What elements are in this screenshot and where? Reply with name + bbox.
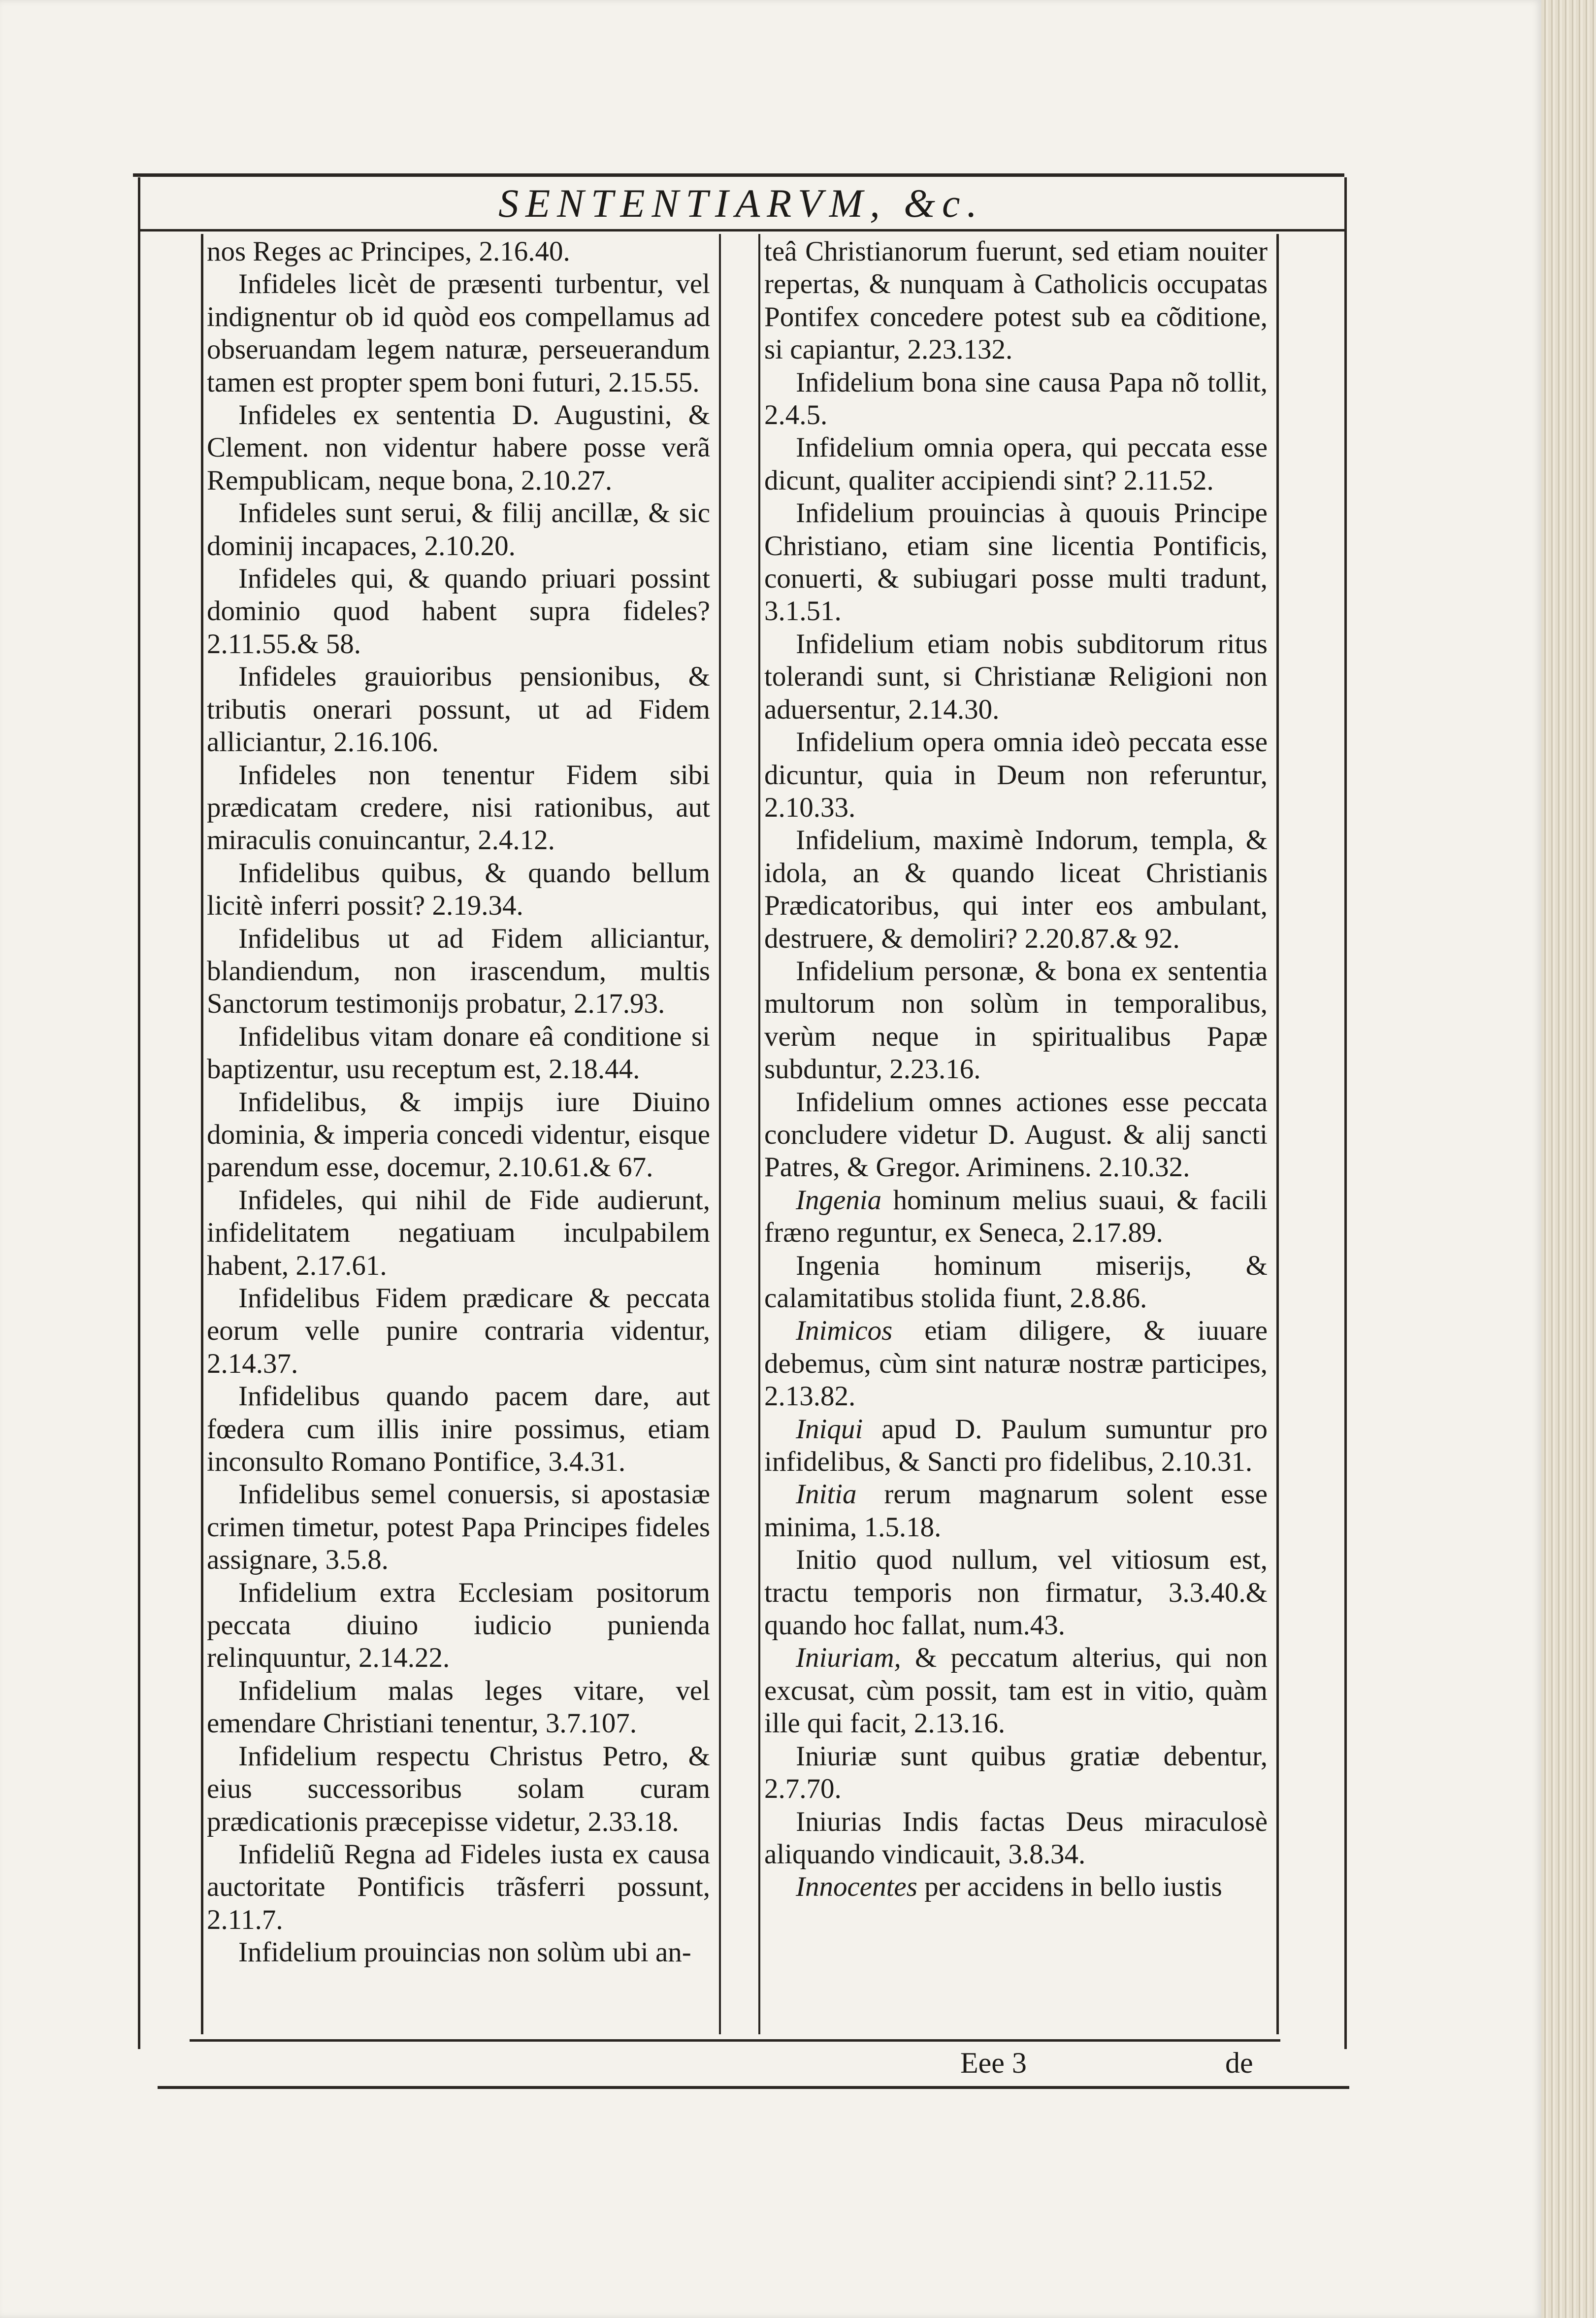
entry-text: Infidelium omnes actiones esse peccata concludere videtur D. August. & alij sancti Patres, & Gregor. Ariminens. 2.10.32. xyxy=(764,1086,1268,1183)
entry-text: Iniurias Indis factas Deus miraculosè aliquando vindicauit, 3.8.34. xyxy=(764,1806,1268,1870)
index-entry xyxy=(207,1675,710,1740)
index-entry xyxy=(207,1184,710,1282)
entry-text: Infidelium, maximè Indorum, templa, & idola, an & quando liceat Christianis Prædicatoribus, qui inter eos ambulant, destruere, & demoliri? 2.20.87.& 92. xyxy=(764,825,1268,954)
index-entry xyxy=(764,1413,1268,1479)
index-entry xyxy=(764,824,1268,955)
running-head: SENTENTIARVM, &c. xyxy=(498,181,984,226)
column-rule-left xyxy=(201,234,203,2034)
index-entry xyxy=(764,1740,1268,1806)
index-entry xyxy=(764,1086,1268,1184)
index-entry xyxy=(207,857,710,923)
entry-text: Iniuriæ sunt quibus gratiæ debentur, 2.7.70. xyxy=(764,1740,1268,1805)
index-entry xyxy=(764,955,1268,1086)
index-entry xyxy=(764,1478,1268,1544)
index-entry xyxy=(207,1021,710,1086)
entry-lead-word: Iniuriam, xyxy=(796,1642,901,1674)
index-entry xyxy=(207,268,710,399)
entry-text: Initio quod nullum, vel vitiosum est, tractu temporis non firmatur, 3.3.40.& quando hoc fallat, num.43. xyxy=(764,1544,1268,1641)
index-entry xyxy=(764,628,1268,726)
index-entry xyxy=(207,759,710,857)
index-entry xyxy=(207,1478,710,1576)
index-entry xyxy=(207,399,710,497)
entry-text: Infidelium personæ, & bona ex sententia multorum non solùm in temporalibus, verùm neque in spiritualibus Papæ subduntur, 2.23.16. xyxy=(764,955,1268,1085)
entry-text: apud D. Paulum sumuntur pro infidelibus, & Sancti pro fidelibus, 2.10.31. xyxy=(764,1413,1268,1478)
index-entry xyxy=(764,497,1268,628)
index-entry xyxy=(207,235,710,268)
entry-text: teâ Christianorum fuerunt, sed etiam nouiter repertas, & nunquam à Catholicis occupatas Pontifex concedere potest sub ea cõditione, si capiantur, 2.23.132. xyxy=(764,236,1268,365)
entry-text: Infidelibus ut ad Fidem alliciantur, blandiendum, non irascendum, multis Sanctorum testimonijs probatur, 2.17.93. xyxy=(207,923,710,1020)
entry-lead-word: Iniqui xyxy=(796,1413,863,1445)
signature-mark: Eee 3 xyxy=(960,2047,1027,2079)
entry-text: Infideles ex sententia D. Augustini, & Clement. non videntur habere posse verã Rempublicam, neque bona, 2.10.27. xyxy=(207,399,710,496)
entry-lead-word: Inimicos xyxy=(796,1315,893,1347)
entry-text: nos Reges ac Principes, 2.16.40. xyxy=(207,236,570,267)
entry-text: hominum melius suaui, & facili fræno reguntur, ex Seneca, 2.17.89. xyxy=(764,1184,1268,1249)
outer-bottom-rule xyxy=(158,2086,1349,2089)
entry-text: rerum magnarum solent esse minima, 1.5.18. xyxy=(764,1479,1268,1543)
index-entry xyxy=(207,661,710,759)
entry-text: Infideles sunt serui, & filij ancillæ, & sic dominij incapaces, 2.10.20. xyxy=(207,497,710,562)
catchword: de xyxy=(1225,2047,1253,2079)
entry-text: Infidelium prouincias à quouis Principe Christiano, etiam sine licentia Pontificis, conuerti, & subiugari posse multi tradunt, 3.1.51. xyxy=(764,497,1268,627)
index-entry xyxy=(207,1838,710,1936)
index-entry xyxy=(764,235,1268,366)
index-entry xyxy=(207,1577,710,1675)
index-entry xyxy=(207,1740,710,1838)
index-entry xyxy=(207,1282,710,1380)
entry-lead-word: Ingenia xyxy=(796,1184,882,1216)
index-entry xyxy=(764,1184,1268,1250)
entry-text: Infidelibus quibus, & quando bellum licitè inferri possit? 2.19.34. xyxy=(207,857,710,922)
page-edges xyxy=(1541,0,1596,2318)
entry-text: Infidelium respectu Christus Petro, & eius successoribus solam curam prædicationis præcepisse videtur, 2.33.18. xyxy=(207,1740,710,1837)
index-entry xyxy=(207,923,710,1021)
entry-text: Infidelium malas leges vitare, vel emendare Christiani tenentur, 3.7.107. xyxy=(207,1675,710,1739)
entry-text: Infideles non tenentur Fidem sibi prædicatam credere, nisi rationibus, aut miraculis conuincantur, 2.4.12. xyxy=(207,759,710,856)
index-entry xyxy=(764,1642,1268,1740)
column-rule-middle xyxy=(758,234,760,2034)
index-entry xyxy=(764,726,1268,824)
index-entry xyxy=(764,1544,1268,1642)
entry-text: Infidelibus, & impijs iure Diuino dominia, & imperia concedi videntur, eisque parendum esse, docemur, 2.10.61.& 67. xyxy=(207,1086,710,1183)
entry-text: Infidelium opera omnia ideò peccata esse dicuntur, quia in Deum non referuntur, 2.10.33. xyxy=(764,727,1268,823)
entry-text: Infidelium prouincias non solùm ubi an- xyxy=(238,1937,691,1968)
entry-text: Infidelium omnia opera, qui peccata esse dicunt, qualiter accipiendi sint? 2.11.52. xyxy=(764,432,1268,496)
entry-text: Infidelibus vitam donare eâ conditione si baptizentur, usu receptum est, 2.18.44. xyxy=(207,1021,710,1085)
entry-text: per accidens in bello iustis xyxy=(924,1871,1222,1903)
entry-text: Infideliũ Regna ad Fideles iusta ex causa auctoritate Pontificis trãsferri possunt, 2.11.7. xyxy=(207,1838,710,1935)
entry-text: Infidelium extra Ecclesiam positorum peccata diuino iudicio punienda relinquuntur, 2.14.22. xyxy=(207,1577,710,1674)
column-rule-right xyxy=(1276,234,1279,2034)
entry-text: Infideles grauioribus pensionibus, & tributis onerari possunt, ut ad Fidem alliciantur, 2.16.106. xyxy=(207,661,710,758)
entry-text: Infidelibus semel conuersis, si apostasiæ crimen timetur, potest Papa Principes fideles assignare, 3.5.8. xyxy=(207,1479,710,1576)
entry-text: Infideles, qui nihil de Fide audierunt, infidelitatem negatiuam inculpabilem habent, 2.17.61. xyxy=(207,1184,710,1281)
index-entry xyxy=(207,1936,710,1969)
top-rule xyxy=(133,173,1344,177)
entry-text: Infideles qui, & quando priuari possint dominio quod habent supra fideles? 2.11.55.& 58. xyxy=(207,563,710,660)
entry-text: Infideles licèt de præsenti turbentur, vel indignentur ob id quòd eos compellamus ad obseruandam legem naturæ, perseuerandum tamen est propter spem boni futuri, 2.15.55. xyxy=(207,268,710,398)
index-entry xyxy=(764,1871,1268,1903)
index-entry xyxy=(764,431,1268,497)
index-entry xyxy=(764,1250,1268,1315)
entry-text: Ingenia hominum miserijs, & calamitatibus stolida fiunt, 2.8.86. xyxy=(764,1250,1268,1314)
entry-lead-word: Initia xyxy=(796,1479,857,1510)
index-entry xyxy=(764,1315,1268,1413)
entry-text: Infidelibus Fidem prædicare & peccata eorum velle punire contraria videntur, 2.14.37. xyxy=(207,1283,710,1379)
entry-text: Infidelium etiam nobis subditorum ritus tolerandi sunt, si Christianæ Religioni non aduersentur, 2.14.30. xyxy=(764,628,1268,725)
head-rule xyxy=(138,229,1344,232)
index-entry xyxy=(207,497,710,563)
entry-text: etiam diligere, & iuuare debemus, cùm sint naturæ nostræ participes, 2.13.82. xyxy=(764,1315,1268,1412)
bottom-rule xyxy=(190,2039,1280,2042)
index-entry xyxy=(207,1380,710,1478)
entry-text: Infidelibus quando pacem dare, aut fœdera cum illis inire possimus, etiam inconsulto Romano Pontifice, 3.4.31. xyxy=(207,1381,710,1478)
entry-lead-word: Innocentes xyxy=(796,1871,917,1903)
entry-text: Infidelium bona sine causa Papa nõ tollit, 2.4.5. xyxy=(764,366,1268,431)
index-entry xyxy=(764,1806,1268,1871)
index-column-right xyxy=(764,235,1268,2033)
index-entry xyxy=(207,1086,710,1184)
index-column-left xyxy=(207,235,710,2033)
column-rule-middle xyxy=(719,234,721,2034)
index-entry xyxy=(207,563,710,661)
index-entry xyxy=(764,366,1268,432)
entry-text: & peccatum alterius, qui non excusat, cùm possit, tam est in vitio, quàm ille qui facit, 2.13.16. xyxy=(764,1642,1268,1739)
